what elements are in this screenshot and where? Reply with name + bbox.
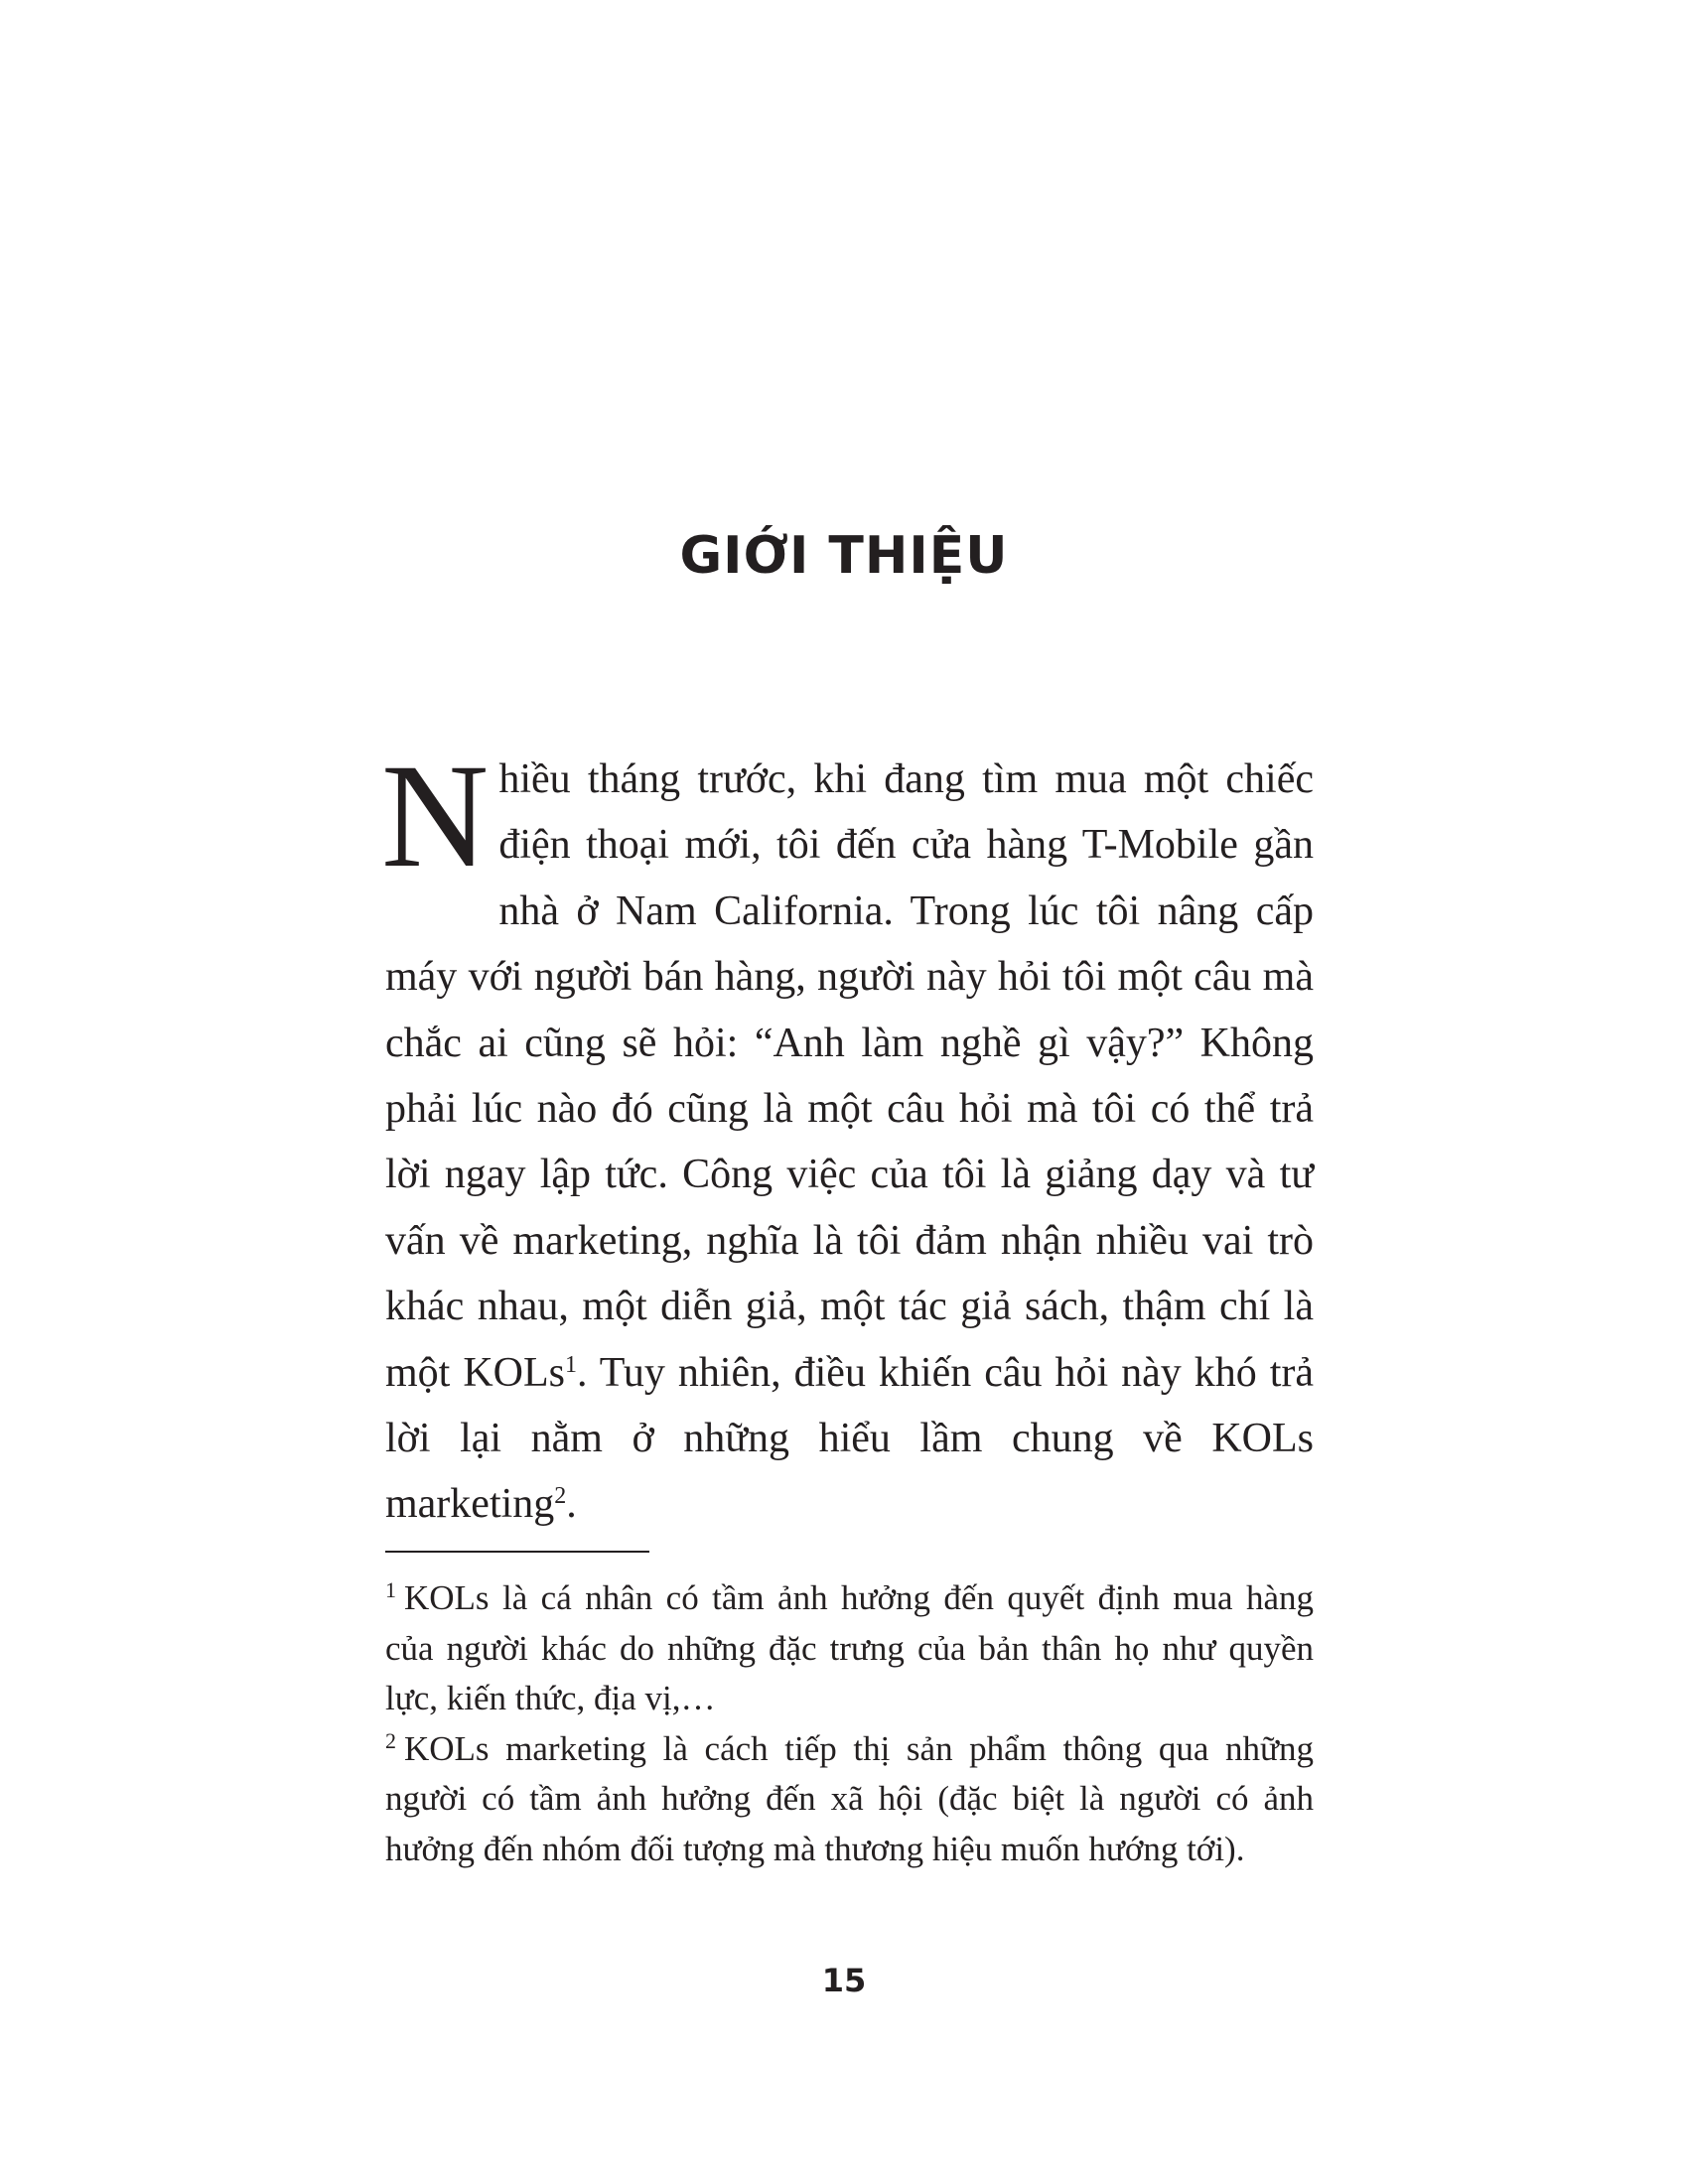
footnote-2 <box>385 1724 1314 1875</box>
footnote-1 <box>385 1573 1314 1724</box>
footnote-text: KOLs là cá nhân có tầm ảnh hưởng đến quyết định mua hàng của người khác do những đặc trưng của bản thân họ như quyền lực, kiến thức, địa vị,… <box>385 1578 1314 1717</box>
footnote-ref-1: 1 <box>564 1351 577 1378</box>
footnote-divider <box>385 1551 649 1553</box>
drop-cap: N <box>381 734 490 898</box>
body-paragraph <box>381 734 1315 1538</box>
paragraph-text-part1: hiều tháng trước, khi đang tìm mua một chiếc điện thoại mới, tôi đến cửa hàng T-Mobile gần nhà ở Nam California. Trong lúc tôi nâng cấp máy với người bán hàng, người này hỏi tôi một câu mà chắc ai cũng sẽ hỏi: “Anh làm nghề gì vậy?” Không phải lúc nào đó cũng là một câu hỏi mà tôi có thể trả lời ngay lập tức. Công việc của tôi là giảng dạy và tư vấn về marketing, nghĩa là tôi đảm nhận nhiều vai trò khác nhau, một diễn giả, một tác giả sách, thậm chí là một KOLs <box>385 756 1314 1396</box>
footnote-text: KOLs marketing là cách tiếp thị sản phẩm thông qua những người có tầm ảnh hưởng đến xã hội (đặc biệt là người có ảnh hưởng đến nhóm đối tượng mà thương hiệu muốn hướng tới). <box>385 1728 1314 1868</box>
paragraph-text-part3: . <box>566 1481 577 1528</box>
footnote-mark: 2 <box>385 1727 396 1753</box>
footnote-mark: 1 <box>385 1577 396 1602</box>
page-number: 15 <box>821 1962 867 1999</box>
paragraph-text-part2: . Tuy nhiên, điều khiến câu hỏi này khó trả lời lại nằm ở những hiểu lầm chung về KOLs marketing <box>385 1349 1315 1528</box>
footnotes <box>385 1573 1314 1874</box>
footnote-ref-2: 2 <box>554 1483 567 1510</box>
chapter-title: GIỚI THIỆU <box>679 526 1009 586</box>
